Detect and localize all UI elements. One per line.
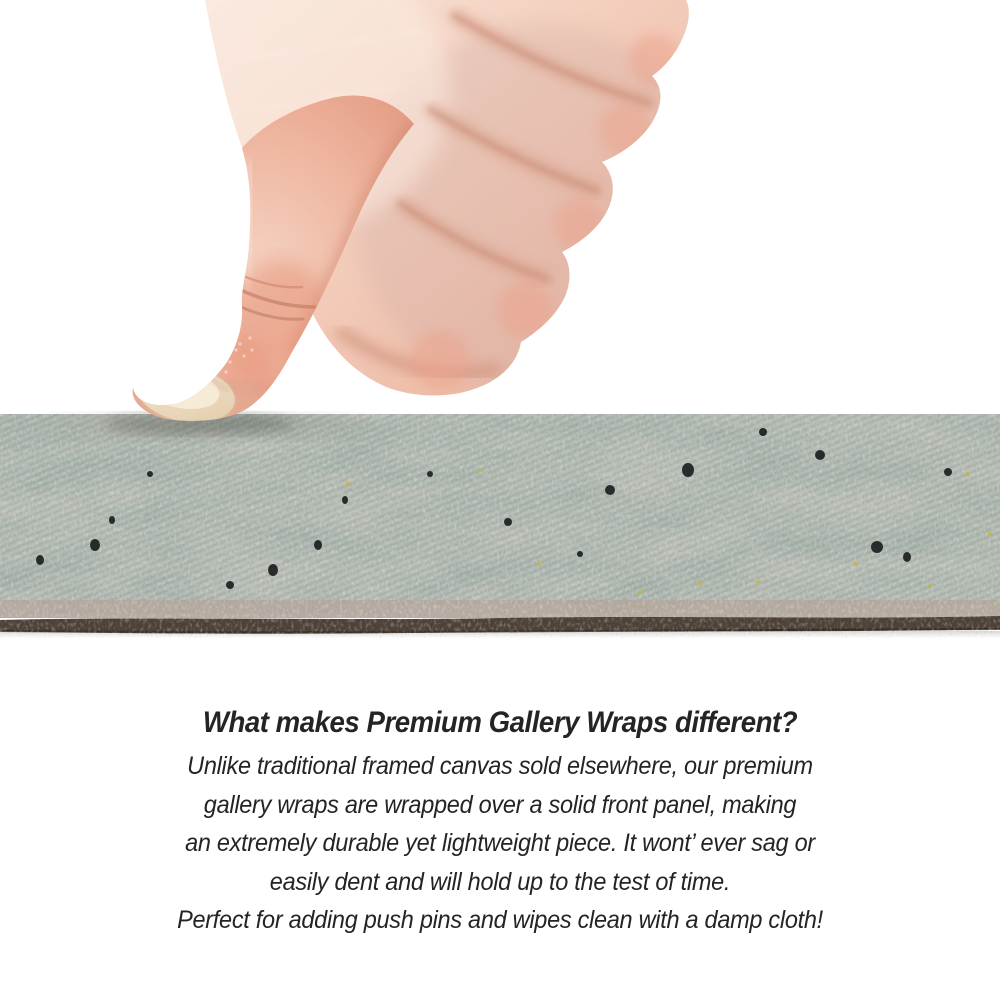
curled-fist bbox=[150, 0, 725, 396]
body-line: Perfect for adding push pins and wipes clean with a damp cloth! bbox=[177, 906, 823, 934]
copy-block bbox=[0, 701, 1000, 940]
body-line: Unlike traditional framed canvas sold elsewhere, our premium bbox=[187, 752, 813, 780]
drop-shadow bbox=[0, 631, 1000, 638]
hand-photo bbox=[0, 0, 1000, 460]
body-line: gallery wraps are wrapped over a solid front panel, making bbox=[203, 790, 797, 819]
heading: What makes Premium Gallery Wraps different? bbox=[202, 706, 798, 739]
body-line: easily dent and will hold up to the test of time. bbox=[269, 867, 731, 896]
body-line: an extremely durable yet lightweight piece. It wont’ ever sag or bbox=[185, 829, 815, 857]
